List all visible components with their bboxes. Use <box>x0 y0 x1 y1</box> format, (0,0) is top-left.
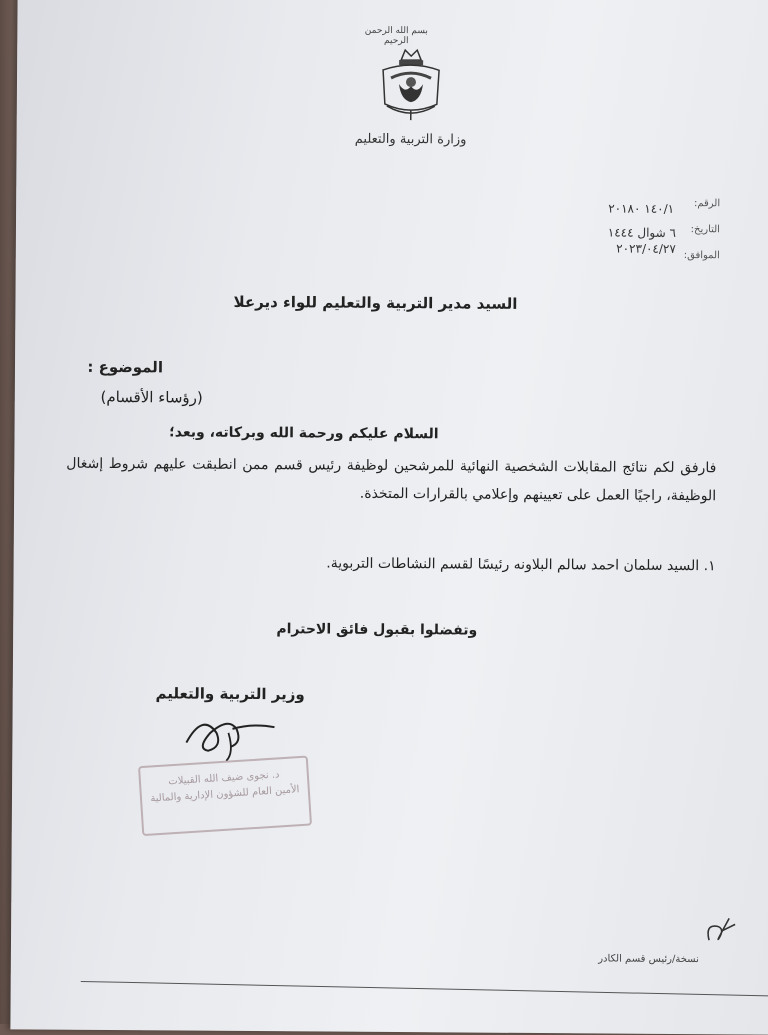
letter-page <box>10 0 768 1035</box>
crown-emblem-icon <box>371 44 452 125</box>
signature-icon <box>172 702 282 763</box>
number-label: الرقم: <box>694 198 720 209</box>
date-label: التاريخ: <box>691 224 720 235</box>
letter-body: فارفق لكم نتائج المقابلات الشخصية النهائية للمرشحين لوظيفة رئيس قسم ممن انطبقت عليهم شروط إشغال الوظيفة، راجيًا العمل على تعيينهم وإعلامي بالقرارات المتخذة. <box>66 450 716 511</box>
divider <box>81 981 768 997</box>
basmala-header: بسم الله الرحمن الرحيم <box>359 26 433 47</box>
corresponding-value: ٢٠٢٣/٠٤/٢٧ <box>616 242 676 256</box>
date-value: ٦ شوال ١٤٤٤ <box>608 225 676 239</box>
stamp-name: د. نجوى ضيف الله القبيلات <box>141 766 308 792</box>
initials-icon <box>699 910 739 950</box>
ministry-header: وزارة التربية والتعليم <box>355 132 467 148</box>
addressee: السيد مدير التربية والتعليم للواء ديرعلا <box>233 293 517 313</box>
corresponding-label: الموافق: <box>684 250 720 261</box>
list-item: ١. السيد سلمان احمد سالم البلاونه رئيسًا لقسم النشاطات التربوية. <box>326 556 715 575</box>
greeting: السلام عليكم ورحمة الله وبركاته، وبعد؛ <box>169 424 438 442</box>
closing-line: وتفضلوا بقبول فائق الاحترام <box>276 621 477 638</box>
stamp-title: الأمين العام للشؤون الإدارية والمالية <box>142 782 309 808</box>
subject-label: الموضوع : <box>87 358 163 377</box>
number-value: ١٤٠/١ ٢٠١٨٠ <box>608 201 674 215</box>
official-stamp <box>138 756 312 837</box>
subject-value: (رؤساء الأقسام) <box>100 388 202 407</box>
signatory-title: وزير التربية والتعليم <box>156 684 305 703</box>
copy-to-note: نسخة/رئيس قسم الكادر <box>598 953 699 965</box>
